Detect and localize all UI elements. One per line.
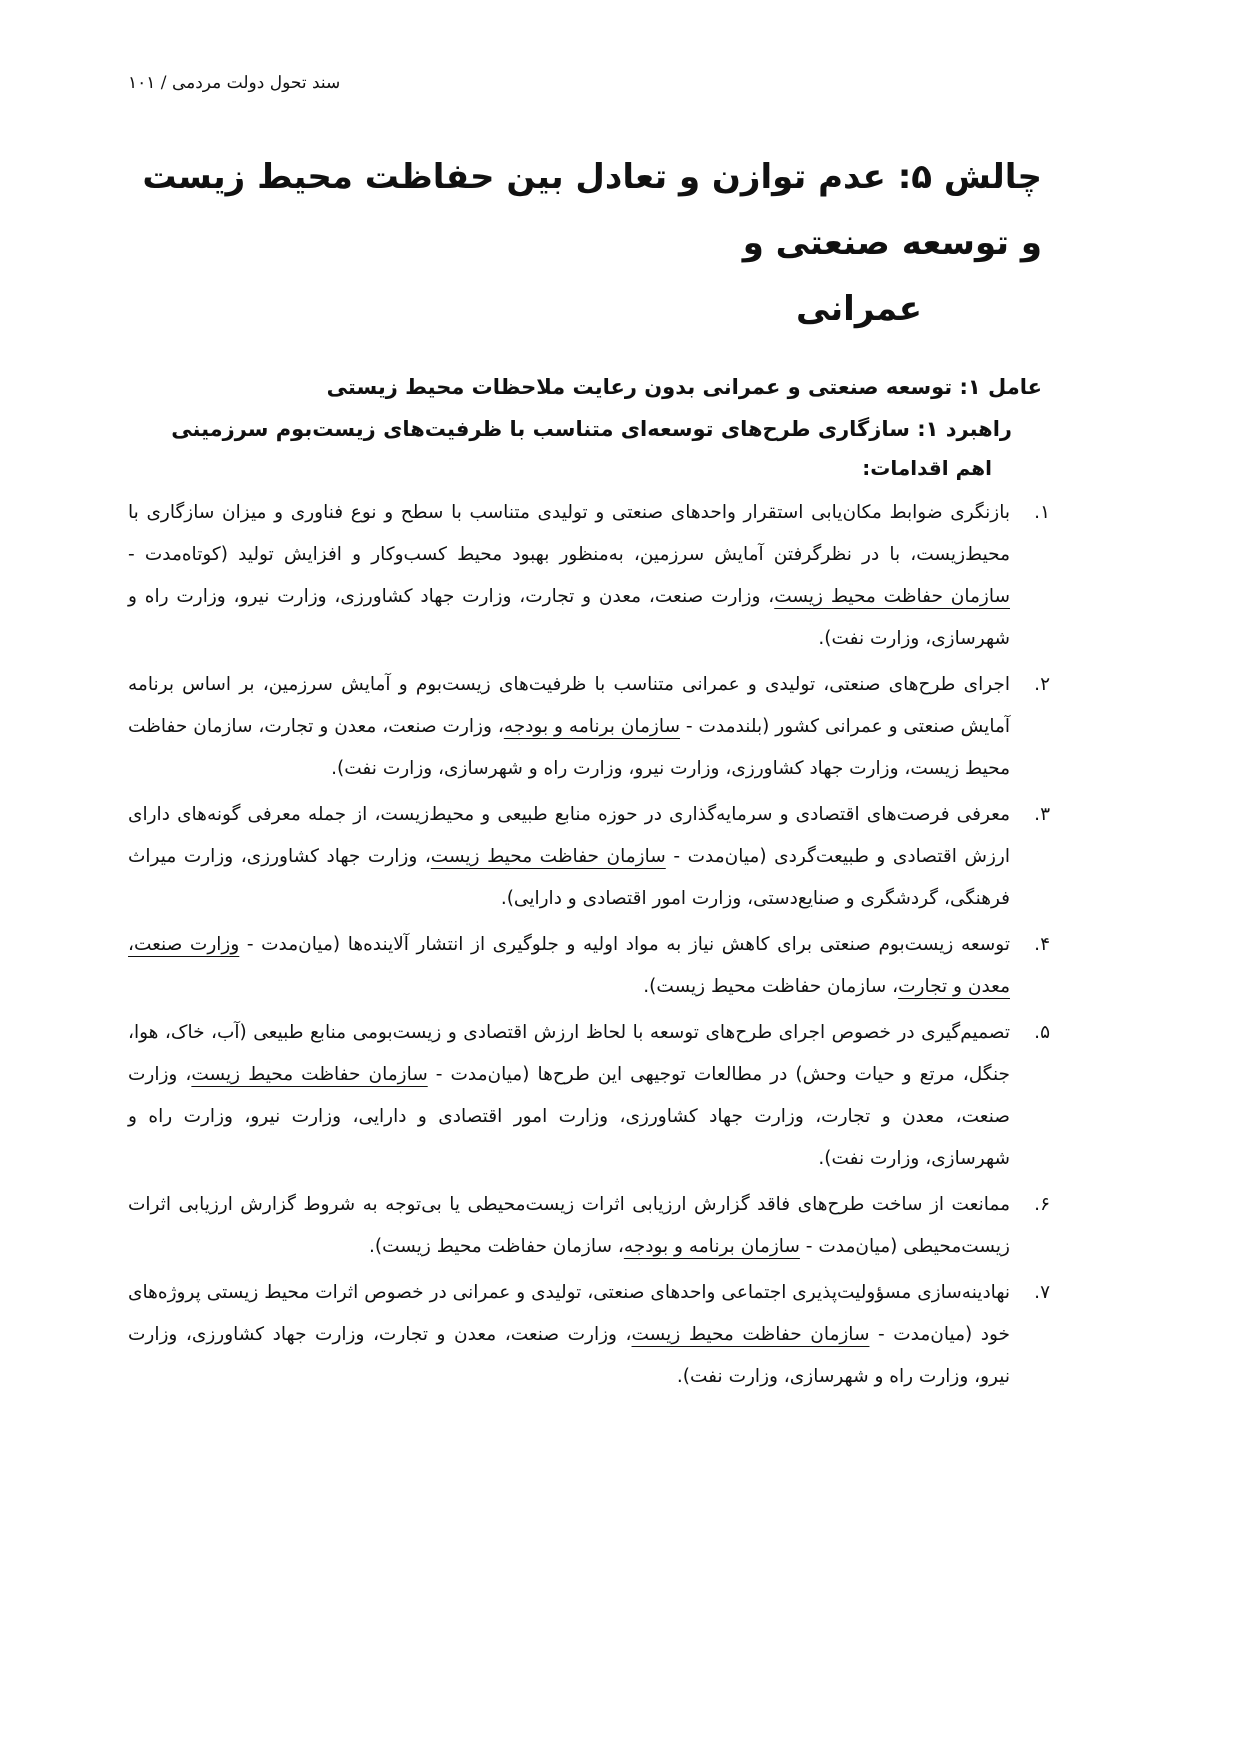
item-number: ۲.: [1034, 674, 1050, 695]
item-text: تصمیم‌گیری در خصوص اجرای طرح‌های توسعه با لحاظ ارزش اقتصادی و زیست‌بومی منابع طبیعی (آب، خاک، هوا، جنگل، مرتع و حیات وحش) در مطالعات توجیهی این طرح‌ها (میان‌مدت -: [128, 1022, 1010, 1085]
item-number: ۳.: [1034, 804, 1050, 825]
item-text: اجرای طرح‌های صنعتی، تولیدی و عمرانی متناسب با ظرفیت‌های زیست‌بوم و آمایش سرزمین، بر اساس برنامه آمایش صنعتی و عمرانی کشور (بلندمدت -: [128, 674, 1010, 737]
item-text: معرفی فرصت‌های اقتصادی و سرمایه‌گذاری در حوزه منابع طبیعی و محیط‌زیست، از جمله معرفی گونه‌های دارای ارزش اقتصادی و طبیعت‌گردی (میان‌مدت -: [128, 804, 1010, 867]
list-item: [128, 1184, 1050, 1268]
lead-agency: سازمان حفاظت محیط زیست: [631, 1324, 870, 1345]
list-item: [128, 492, 1050, 660]
item-text-rest: ، سازمان حفاظت محیط زیست).: [643, 976, 899, 997]
lead-agency: سازمان حفاظت محیط زیست: [774, 586, 1010, 607]
list-item: [128, 664, 1050, 790]
item-text-rest: ، وزارت صنعت، معدن و تجارت، سازمان حفاظت محیط زیست، وزارت جهاد کشاورزی، وزارت نیرو، وزارت راه و شهرسازی، وزارت نفت).: [128, 716, 1010, 779]
item-text: ممانعت از ساخت طرح‌های فاقد گزارش ارزیابی اثرات زیست‌محیطی یا بی‌توجه به شروط گزارش ارزیابی اثرات زیست‌محیطی (میان‌مدت -: [128, 1194, 1010, 1257]
item-text-rest: ، سازمان حفاظت محیط زیست).: [368, 1236, 624, 1257]
lead-agency: سازمان برنامه و بودجه: [623, 1236, 800, 1257]
item-text-rest: ، وزارت صنعت، معدن و تجارت، وزارت جهاد کشاورزی، وزارت امور اقتصادی و دارایی، وزارت نیرو، وزارت راه و شهرسازی، وزارت نفت).: [128, 1064, 1010, 1169]
item-number: ۶.: [1034, 1194, 1050, 1215]
factor-heading: عامل ۱: توسعه صنعتی و عمرانی بدون رعایت ملاحظات محیط زیستی: [326, 375, 1042, 399]
strategy-heading: راهبرد ۱: سازگاری طرح‌های توسعه‌ای متناسب با ظرفیت‌های زیست‌بوم سرزمینی: [171, 417, 1012, 441]
chapter-title-line2: عمرانی: [796, 289, 922, 329]
item-text: بازنگری ضوابط مکان‌یابی استقرار واحدهای صنعتی و تولیدی متناسب با سطح و نوع فناوری و میزان سازگاری با محیط‌زیست، با در نظرگرفتن آمایش سرزمین، به‌منظور بهبود محیط کسب‌وکار و افزایش تولید (کوتاه‌مدت -: [128, 502, 1010, 565]
list-item: [128, 794, 1050, 920]
actions-heading: اهم اقدامات:: [862, 456, 992, 480]
item-number: ۷.: [1034, 1282, 1050, 1303]
item-number: ۵.: [1034, 1022, 1050, 1043]
chapter-title: [128, 144, 1112, 342]
list-item: [128, 1272, 1050, 1398]
lead-agency: وزارت صنعت، معدن و تجارت: [128, 934, 1010, 997]
item-text: نهادینه‌سازی مسؤولیت‌پذیری اجتماعی واحدهای صنعتی، تولیدی و عمرانی در خصوص اثرات محیط زیستی پروژه‌های خود (میان‌مدت -: [128, 1282, 1010, 1345]
lead-agency: سازمان حفاظت محیط زیست: [430, 846, 666, 867]
list-item: [128, 1012, 1050, 1180]
item-text-rest: ، وزارت صنعت، معدن و تجارت، وزارت جهاد کشاورزی، وزارت نیرو، وزارت راه و شهرسازی، وزارت نفت).: [128, 586, 1010, 649]
item-text-rest: ، وزارت جهاد کشاورزی، وزارت میراث فرهنگی، گردشگری و صنایع‌دستی، وزارت امور اقتصادی و دارایی).: [128, 846, 1010, 909]
list-item: [128, 924, 1050, 1008]
item-number: ۱.: [1034, 502, 1050, 523]
page-body: [128, 144, 1112, 1398]
actions-list: [128, 492, 1112, 1398]
running-header: سند تحول دولت مردمی / ۱۰۱: [128, 73, 341, 93]
lead-agency: سازمان حفاظت محیط زیست: [191, 1064, 428, 1085]
chapter-title-line1: چالش ۵: عدم توازن و تعادل بین حفاظت محیط زیست و توسعه صنعتی و: [142, 157, 1042, 263]
lead-agency: سازمان برنامه و بودجه: [503, 716, 680, 737]
item-text-rest: ، وزارت صنعت، معدن و تجارت، وزارت جهاد کشاورزی، وزارت نیرو، وزارت راه و شهرسازی، وزارت نفت).: [128, 1324, 1010, 1387]
item-number: ۴.: [1034, 934, 1050, 955]
item-text: توسعه زیست‌بوم صنعتی برای کاهش نیاز به مواد اولیه و جلوگیری از انتشار آلاینده‌ها (میان‌مدت -: [239, 934, 1011, 955]
